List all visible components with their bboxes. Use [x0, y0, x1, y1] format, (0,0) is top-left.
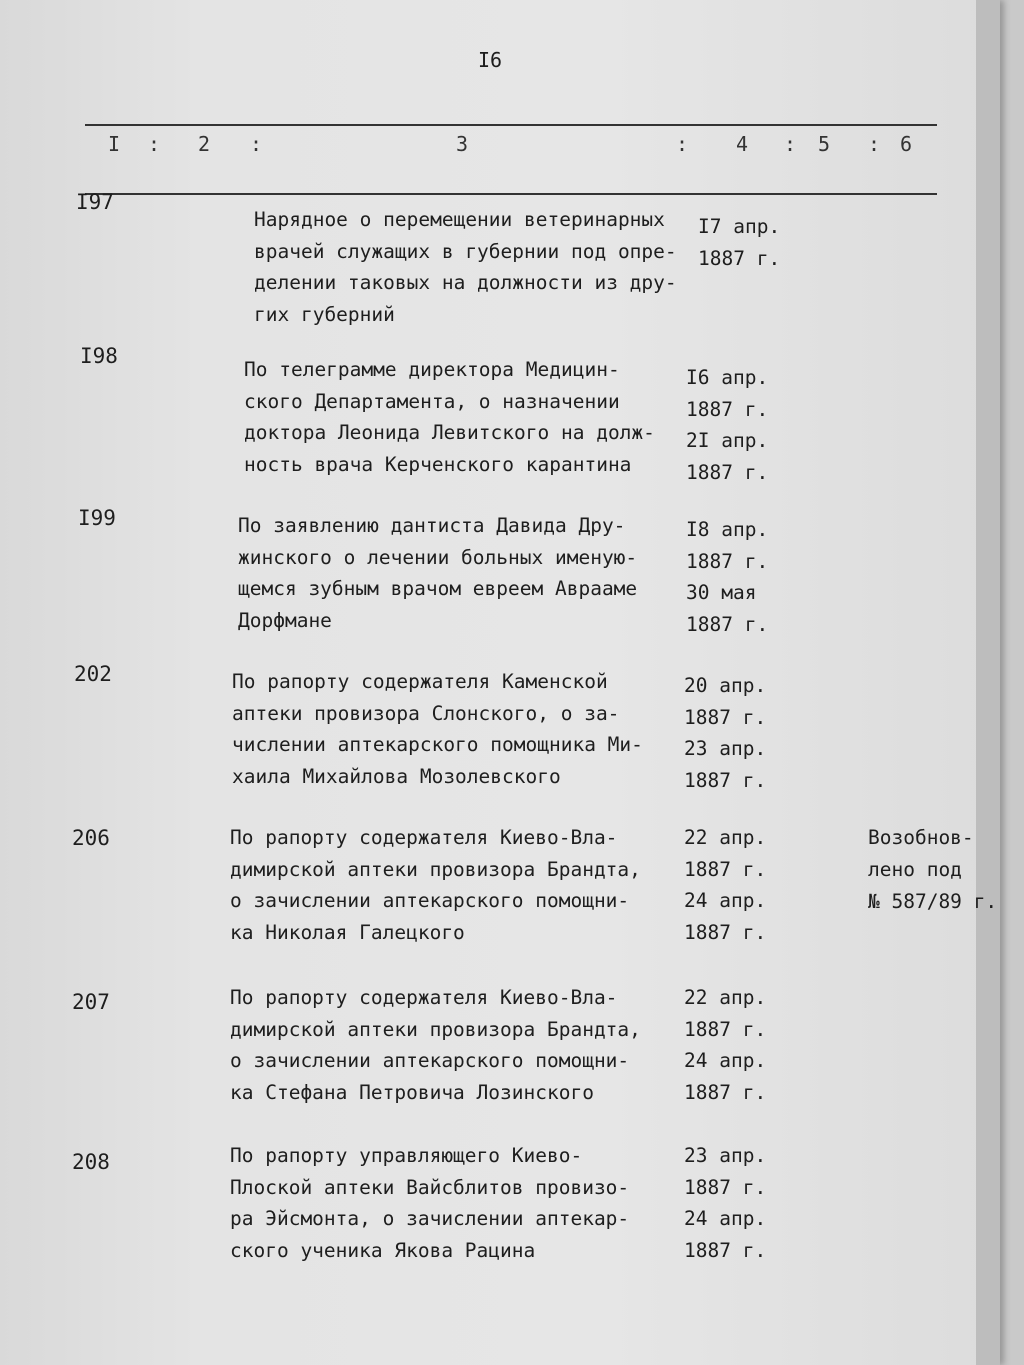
entry-description: По рапорту содержателя Киево-Вла- димирской аптеки провизора Брандта, о зачислении аптекарского помощни- ка Стефана Петровича Лозинского — [230, 986, 641, 1104]
column-separator: : — [250, 132, 263, 156]
entry-description: По рапорту содержателя Киево-Вла- димирской аптеки провизора Брандта, о зачислении аптекарского помощни- ка Николая Галецкого — [230, 826, 641, 944]
column-header-4: 4 — [736, 132, 749, 156]
entry-dates: 20 апр. 1887 г. 23 апр. 1887 г. — [684, 674, 767, 792]
entry-dates: I7 апр. 1887 г. — [698, 215, 781, 270]
entry-dates: I8 апр. 1887 г. 30 мая 1887 г. — [686, 518, 769, 636]
entry-description: Нарядное о перемещении ветеринарных врачей служащих в губернии под опре- делении таковых на должности из дру- гих губерний — [254, 208, 677, 326]
entry-dates: 22 апр. 1887 г. 24 апр. 1887 г. — [684, 826, 767, 944]
column-separator: : — [676, 132, 689, 156]
entry-dates: 22 апр. 1887 г. 24 апр. 1887 г. — [684, 986, 767, 1104]
entry-number: 208 — [72, 1150, 110, 1174]
column-header-2: 2 — [198, 132, 211, 156]
entry-number: I99 — [78, 506, 116, 530]
header-rule-top — [85, 124, 937, 126]
entry-dates: I6 апр. 1887 г. 2I апр. 1887 г. — [686, 366, 769, 484]
column-separator: : — [784, 132, 797, 156]
column-header-3: 3 — [456, 132, 469, 156]
page-number: I6 — [478, 48, 503, 72]
entry-number: 207 — [72, 990, 110, 1014]
entry-dates: 23 апр. 1887 г. 24 апр. 1887 г. — [684, 1144, 767, 1262]
column-separator: : — [868, 132, 881, 156]
column-header-6: 6 — [900, 132, 913, 156]
entry-note: Возобнов- лено под № 587/89 г. — [868, 826, 998, 913]
entry-description: По рапорту управляющего Киево- Плоской аптеки Вайсблитов провизо- ра Эйсмонта, о зачислении аптекар- ского ученика Якова Рацина — [230, 1144, 630, 1262]
entry-description: По заявлению дантиста Давида Дру- жинского о лечении больных именую- щемся зубным врачом евреем Аврааме Дорфмане — [238, 514, 638, 632]
column-header-5: 5 — [818, 132, 831, 156]
header-rule-bottom — [85, 193, 937, 195]
entry-number: I98 — [80, 344, 118, 368]
entry-number: 202 — [74, 662, 112, 686]
entry-number: 206 — [72, 826, 110, 850]
column-header-1: I — [108, 132, 121, 156]
page-edge — [976, 0, 1000, 1365]
entry-description: По рапорту содержателя Каменской аптеки провизора Слонского, о за- числении аптекарского помощника Ми- хаила Михайлова Мозолевского — [232, 670, 643, 788]
column-separator: : — [148, 132, 161, 156]
entry-description: По телеграмме директора Медицин- ского Департамента, о назначении доктора Леонида Левитского на долж- ность врача Керченского карантина — [244, 358, 655, 476]
entry-number: I97 — [76, 190, 114, 214]
